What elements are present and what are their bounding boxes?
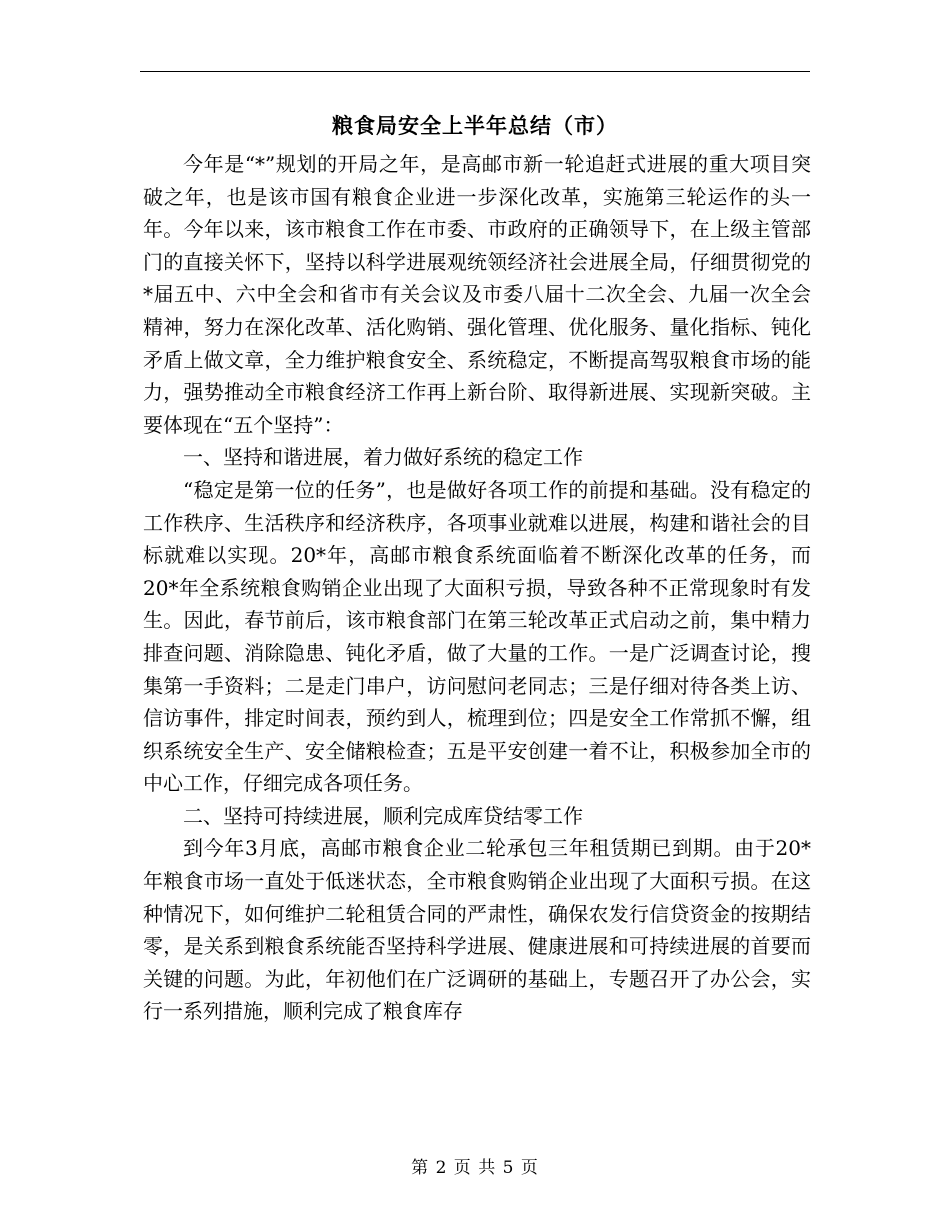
paragraph-section-1: “稳定是第一位的任务”，也是做好各项工作的前提和基础。没有稳定的工作秩序、生活秩序和经济秩序，各项事业就难以进展，构建和谐社会的目标就难以实现。20*年，高邮市粮食系统面临着不断深化改革的任务，而20*年全系统粮食购销企业出现了大面积亏损，导致各种不正常现象时有发生。因此，春节前后，该市粮食部门在第三轮改革正式启动之前，集中精力排查问题、消除隐患、钝化矛盾，做了大量的工作。一是广泛调查讨论，搜集第一手资料；二是走门串户，访问慰问老同志；三是仔细对待各类上访、信访事件，排定时间表，预约到人，梳理到位；四是安全工作常抓不懈，组织系统安全生产、安全储粮检查；五是平安创建一着不让，积极参加全市的中心工作，仔细完成各项任务。 [143, 477, 811, 796]
section-heading-2: 二、坚持可持续进展，顺利完成库贷结零工作 [183, 803, 583, 828]
document-title: 粮食局安全上半年总结（市） [332, 113, 618, 138]
header-rule [140, 71, 810, 72]
document-body [143, 148, 811, 1028]
section-heading-1: 一、坚持和谐进展，着力做好系统的稳定工作 [183, 445, 583, 470]
paragraph-intro: 今年是“*”规划的开局之年，是高邮市新一轮追赶式进展的重大项目突破之年，也是该市国有粮食企业进一步深化改革，实施第三轮运作的头一年。今年以来，该市粮食工作在市委、市政府的正确领导下，在上级主管部门的直接关怀下，坚持以科学进展观统领经济社会进展全局，仔细贯彻党的*届五中、六中全会和省市有关会议及市委八届十二次全会、九届一次全会精神，努力在深化改革、活化购销、强化管理、优化服务、量化指标、钝化矛盾上做文章，全力维护粮食安全、系统稳定，不断提高驾驭粮食市场的能力，强势推动全市粮食经济工作再上新台阶、取得新进展、实现新突破。主要体现在“五个坚持”： [143, 152, 811, 437]
page-number: 第 2 页 共 5 页 [411, 1158, 539, 1178]
paragraph-section-2: 到今年3月底，高邮市粮食企业二轮承包三年租赁期已到期。由于20*年粮食市场一直处于低迷状态，全市粮食购销企业出现了大面积亏损。在这种情况下，如何维护二轮租赁合同的严肃性，确保农发行信贷资金的按期结零，是关系到粮食系统能否坚持科学进展、健康进展和可持续进展的首要而关键的问题。为此，年初他们在广泛调研的基础上，专题召开了办公会，实行一系列措施，顺利完成了粮食库存 [143, 836, 811, 1024]
